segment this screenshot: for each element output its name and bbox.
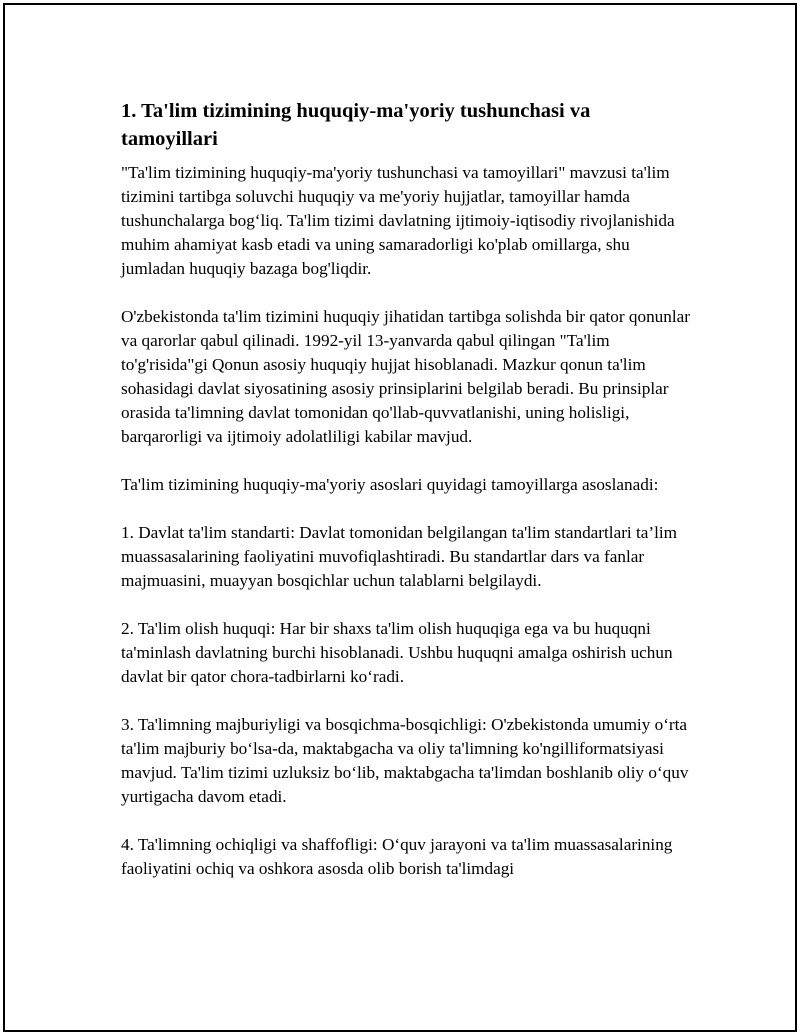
document-title: 1. Ta'lim tizimining huquqiy-ma'yoriy tushunchasi va tamoyillari: [121, 100, 591, 150]
paragraph-principle-1: 1. Davlat ta'lim standarti: Davlat tomonidan belgilangan ta'lim standartlari ta’lim muassasalarining faoliyatini muvofiqlashtiradi. Bu standartlar dars va fanlar majmuasini, muayyan bosqichlar uchun talablarni belgilaydi.: [121, 523, 678, 590]
paragraph-principle-2: 2. Ta'lim olish huquqi: Har bir shaxs ta'lim olish huquqiga ega va bu huquqni ta'minlash davlatning burchi hisoblanadi. Ushbu huquqni amalga oshirish uchun davlat bir qator chora-tadbirlarni ko‘radi.: [121, 619, 673, 686]
document-body: [121, 97, 691, 905]
paragraph-principle-4: 4. Ta'limning ochiqligi va shaffofligi: O‘quv jarayoni va ta'lim muassasalarining faoliyatini ochiq va oshkora asosda olib borish ta'limdagi: [121, 835, 673, 878]
paragraph-legal-basis: O'zbekistonda ta'lim tizimini huquqiy jihatidan tartibga solishda bir qator qonunlar va qarorlar qabul qilinadi. 1992-yil 13-yanvarda qabul qilingan "Ta'lim to'g'risida"gi Qonun asosiy huquqiy hujjat hisoblanadi. Mazkur qonun ta'lim sohasidagi davlat siyosatining asosiy prinsiplarini belgilab beradi. Bu prinsiplar orasida ta'limning davlat tomonidan qo'llab-quvvatlanishi, uning holisligi, barqarorligi va ijtimoiy adolatliligi kabilar mavjud.: [121, 307, 690, 446]
paragraph-principle-3: 3. Ta'limning majburiyligi va bosqichma-bosqichligi: O'zbekistonda umumiy o‘rta ta'lim majburiy bo‘lsa-da, maktabgacha va oliy ta'limning ko'ngilliformatsiyasi mavjud. Ta'lim tizimi uzluksiz bo‘lib, maktabgacha ta'limdan boshlanib oliy o‘quv yurtigacha davom etadi.: [121, 715, 689, 806]
page-frame: [3, 3, 797, 1032]
paragraph-intro: "Ta'lim tizimining huquqiy-ma'yoriy tushunchasi va tamoyillari" mavzusi ta'lim tizimini tartibga soluvchi huquqiy va me'yoriy hujjatlar, tamoyillar hamda tushunchalarga bog‘liq. Ta'lim tizimi davlatning ijtimoiy-iqtisodiy rivojlanishida muhim ahamiyat kasb etadi va uning samaradorligi ko'plab omillarga, shu jumladan huquqiy bazaga bog'liqdir.: [121, 163, 675, 278]
paragraph-principles-lead: Ta'lim tizimining huquqiy-ma'yoriy asoslari quyidagi tamoyillarga asoslanadi:: [121, 475, 659, 494]
